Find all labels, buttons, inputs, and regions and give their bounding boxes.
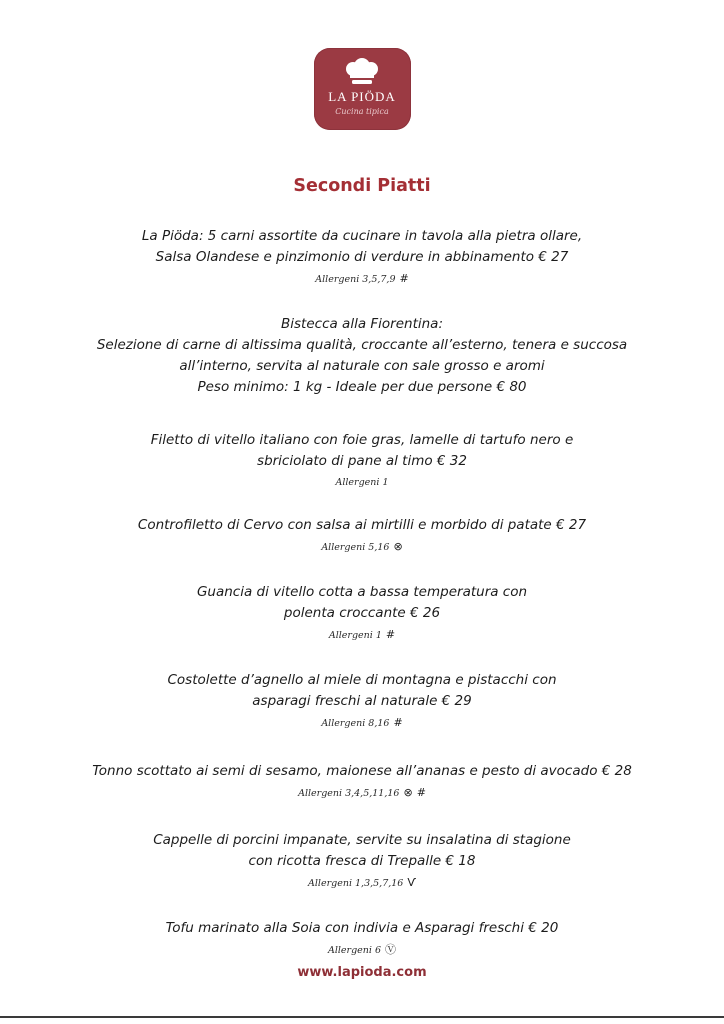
dish-text-line: polenta croccante € 26 <box>283 605 441 621</box>
allergens-line: Allergeni 1 <box>335 477 389 488</box>
dish-text-line: Selezione di carne di altissima qualità, croccante all’esterno, tenera e succosa <box>96 337 628 353</box>
allergens-line: Allergeni 3,5,7,9 # <box>315 272 409 285</box>
dish-text-line: Tofu marinato alla Soia con indivia e Asparagi freschi € 20 <box>165 920 559 936</box>
menu-item <box>42 830 682 891</box>
menu-item <box>42 582 682 643</box>
allergens-line: Allergeni 1 # <box>328 628 396 641</box>
dish-text-line: Guancia di vitello cotta a bassa temperatura con <box>196 584 528 600</box>
page-bottom-edge <box>0 1016 724 1018</box>
website-link[interactable]: www.lapioda.com <box>297 965 427 980</box>
frozen-hash-icon: # <box>399 272 409 285</box>
frozen-hash-icon: # <box>393 716 403 729</box>
logo-brand-text: LA PIÖDA <box>328 89 396 104</box>
dish-text-line: Cappelle di porcini impanate, servite su insalatina di stagione <box>153 832 571 848</box>
dish-text-line: Peso minimo: 1 kg - Ideale per due persone € 80 <box>197 379 527 395</box>
crossed-circle-icon: ⊗ <box>403 786 413 799</box>
dish-text-line: asparagi freschi al naturale € 29 <box>252 693 472 709</box>
allergens-line: Allergeni 5,16 ⊗ <box>321 540 403 553</box>
vegan-v-icon: Ѵ <box>407 876 416 889</box>
dish-text-line: con ricotta fresca di Trepalle € 18 <box>248 853 476 869</box>
dish-text-line: Salsa Olandese e pinzimonio di verdure in abbinamento € 27 <box>155 249 569 265</box>
restaurant-logo <box>314 48 411 130</box>
dish-text-line: Controfiletto di Cervo con salsa ai mirtilli e morbido di patate € 27 <box>137 517 587 533</box>
dish-text-line: all’interno, servita al naturale con sale grosso e aromi <box>179 358 545 374</box>
menu-item <box>42 918 682 958</box>
menu-item <box>42 314 682 398</box>
dish-text-line: La Piöda: 5 carni assortite da cucinare in tavola alla pietra ollare, <box>141 228 583 244</box>
menu-item <box>42 515 682 555</box>
crossed-circle-icon: ⊗ <box>393 540 403 553</box>
dish-text-line: Filetto di vitello italiano con foie gras, lamelle di tartufo nero e <box>150 432 574 448</box>
menu-items <box>42 226 682 958</box>
menu-item <box>42 226 682 287</box>
chef-hat-icon <box>342 58 382 86</box>
logo-tagline: Cucina tipica <box>335 107 389 116</box>
allergens-line: Allergeni 3,4,5,11,16 ⊗ # <box>298 786 426 799</box>
menu-item <box>42 670 682 731</box>
menu-item <box>42 761 682 801</box>
allergens-line: Allergeni 8,16 # <box>321 716 403 729</box>
page-title: Secondi Piatti <box>293 176 431 196</box>
footer <box>0 961 724 980</box>
dish-text-line: Tonno scottato ai semi di sesamo, maionese all’ananas e pesto di avocado € 28 <box>92 763 632 779</box>
menu-item <box>42 430 682 490</box>
dish-text-line: Bistecca alla Fiorentina: <box>281 316 443 332</box>
dish-text-line: sbriciolato di pane al timo € 32 <box>257 453 467 469</box>
allergens-line: Allergeni 6 Ⓥ <box>327 943 397 956</box>
allergens-line: Allergeni 1,3,5,7,16 Ѵ <box>308 876 416 889</box>
dish-text-line: Costolette d’agnello al miele di montagna e pistacchi con <box>167 672 557 688</box>
circled-v-icon: Ⓥ <box>385 943 397 956</box>
frozen-hash-icon: # <box>385 628 396 641</box>
frozen-hash-icon: # <box>416 786 426 799</box>
